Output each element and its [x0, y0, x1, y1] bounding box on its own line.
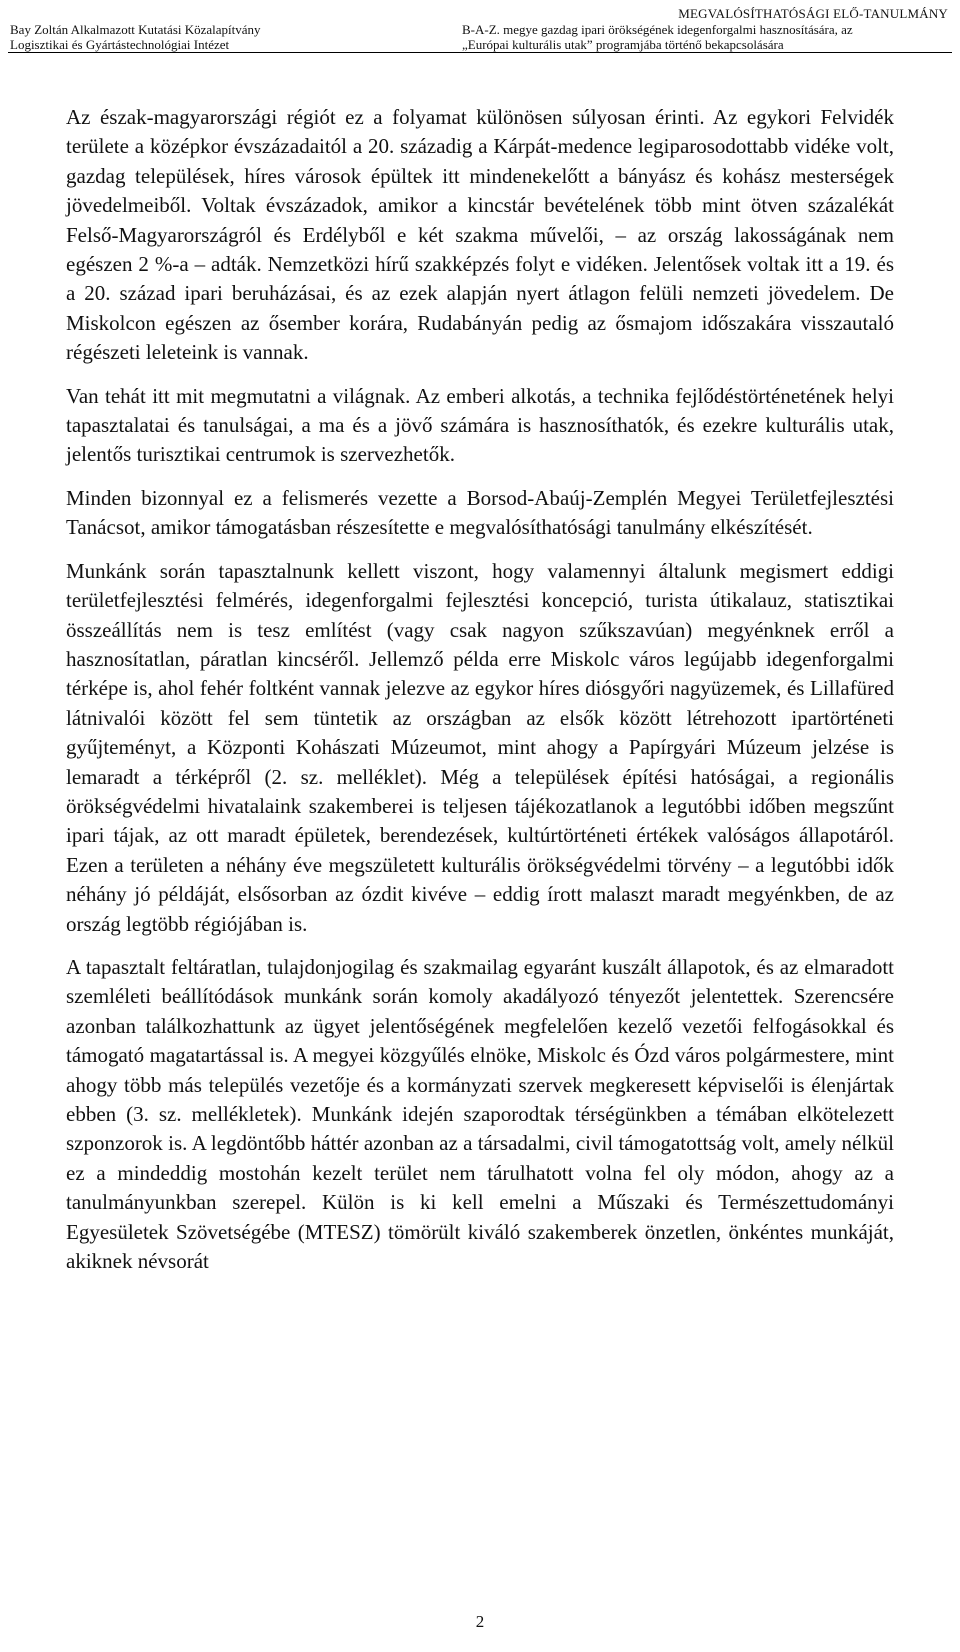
paragraph-4: Munkánk során tapasztalnunk kellett viszont, hogy valamennyi általunk megismert eddigi területfejlesztési felmérés, idegenforgalmi fejlesztési koncepció, turista útikalauz, statisztikai összeállítás nem is tesz említést (vagy csak nagyon szűkszavúan) megyénknek erről a hasznosítatlan, páratlan kincséről. Jellemző példa erre Miskolc város legújabb idegenforgalmi térképe is, ahol fehér foltként vannak jelezve az egykor híres diósgyőri nagyüzemek, és Lillafüred látnivalói között fel sem tüntetik az országban az elsők között létrehozott ipartörténeti gyűjteményt, a Központi Kohászati Múzeumot, mint ahogy a Papírgyári Múzeum jelzése is lemaradt a térképről (2. sz. melléklet). Még a települések építési hatóságai, a regionális örökségvédelmi hivatalaink szakemberei is teljesen tájékozatlanok a legutóbbi időben megszűnt ipari tájak, az ott maradt épületek, berendezések, kultúrtörténeti értékek valóságos állapotáról. Ezen a területen a néhány éve megszületett kulturális örökségvédelmi törvény – a legutóbbi idők néhány jó példáját, elsősorban az ózdit kivéve – eddig írott malaszt maradt megyénkben, de az ország legtöbb régiójában is.: [66, 558, 894, 936]
header-subtitle-line-1: B-A-Z. megye gazdag ipari örökségének idegenforgalmi hasznosítására, az: [462, 22, 853, 37]
page-number: 2: [475, 1612, 485, 1631]
body-text: [66, 103, 894, 1290]
header-divider: [8, 52, 952, 53]
header-institution: [10, 22, 261, 52]
page-header: [10, 6, 948, 52]
paragraph-1: Az észak-magyarországi régiót ez a folyamat különösen súlyosan érinti. Az egykori Felvidék területe a középkor évszázadaitól a 20. századig a Kárpát-medence legiparosodottabb vidéke volt, gazdag települések, híres városok épültek itt mindenekelőtt a bányász és kohász mesterségek jövedelmeiből. Voltak évszázadok, amikor a kincstár bevételének több mint ötven százalékát Felső-Magyarországról és Erdélyből e két szakma művelői, – az ország lakosságának nem egészen 2 %-a – adták. Nemzetközi hírű szakképzés folyt e vidéken. Jelentősek voltak itt a 19. és a 20. század ipari beruházásai, és az ezek alapján nyert átlagon felüli nemzeti jövedelem. De Miskolcon egészen az ősember korára, Rudabányán pedig az ősmajom időszakára visszautaló régészeti leleteink is vannak.: [66, 105, 894, 365]
header-title: MEGVALÓSÍTHATÓSÁGI ELŐ-TANULMÁNY: [678, 6, 948, 21]
header-institution-line-1: Bay Zoltán Alkalmazott Kutatási Közalapítvány: [10, 22, 261, 37]
header-subtitle-line-2: „Európai kulturális utak” programjába történő bekapcsolására: [462, 37, 784, 52]
paragraph-3: Minden bizonnyal ez a felismerés vezette a Borsod-Abaúj-Zemplén Megyei Területfejlesztési Tanácsot, amikor támogatásban részesítette e megvalósíthatósági tanulmány elkészítését.: [66, 485, 894, 540]
paragraph-2: Van tehát itt mit megmutatni a világnak. Az emberi alkotás, a technika fejlődéstörténetének helyi tapasztalatai és tanulságai, a ma és a jövő számára is hasznosíthatók, és ezekre kulturális utak, jelentős turisztikai centrumok is szervezhetők.: [66, 383, 894, 467]
header-institution-line-2: Logisztikai és Gyártástechnológiai Intézet: [10, 37, 230, 52]
paragraph-5: A tapasztalt feltáratlan, tulajdonjogilag és szakmailag egyaránt kuszált állapotok, és az elmaradott szemléleti beállítódások munkánk során komoly akadályozó tényezőt jelentettek. Szerencsére azonban találkozhattunk az ügyet jelentőségének megfelelően kezelő vezetői felfogásokkal és támogató magatartással is. A megyei közgyűlés elnöke, Miskolc és Ózd város polgármestere, mint ahogy több más település vezetője és a kormányzati szervek megkeresett képviselői is élenjártak ebben (3. sz. mellékletek). Munkánk idején szaporodtak térségünkben a témában elkötelezett szponzorok is. A legdöntőbb háttér azonban az a társadalmi, civil támogatottság volt, amely nélkül ez a mindeddig mostohán kezelt terület nem tárulhatott volna fel oly módon, ahogy az a tanulmányunkban szerepel. Külön is ki kell emelni a Műszaki és Természettudományi Egyesületek Szövetségébe (MTESZ) tömörült kiváló szakemberek önzetlen, önkéntes munkáját, akiknek névsorát: [66, 954, 894, 1274]
header-subtitle: [462, 22, 853, 52]
